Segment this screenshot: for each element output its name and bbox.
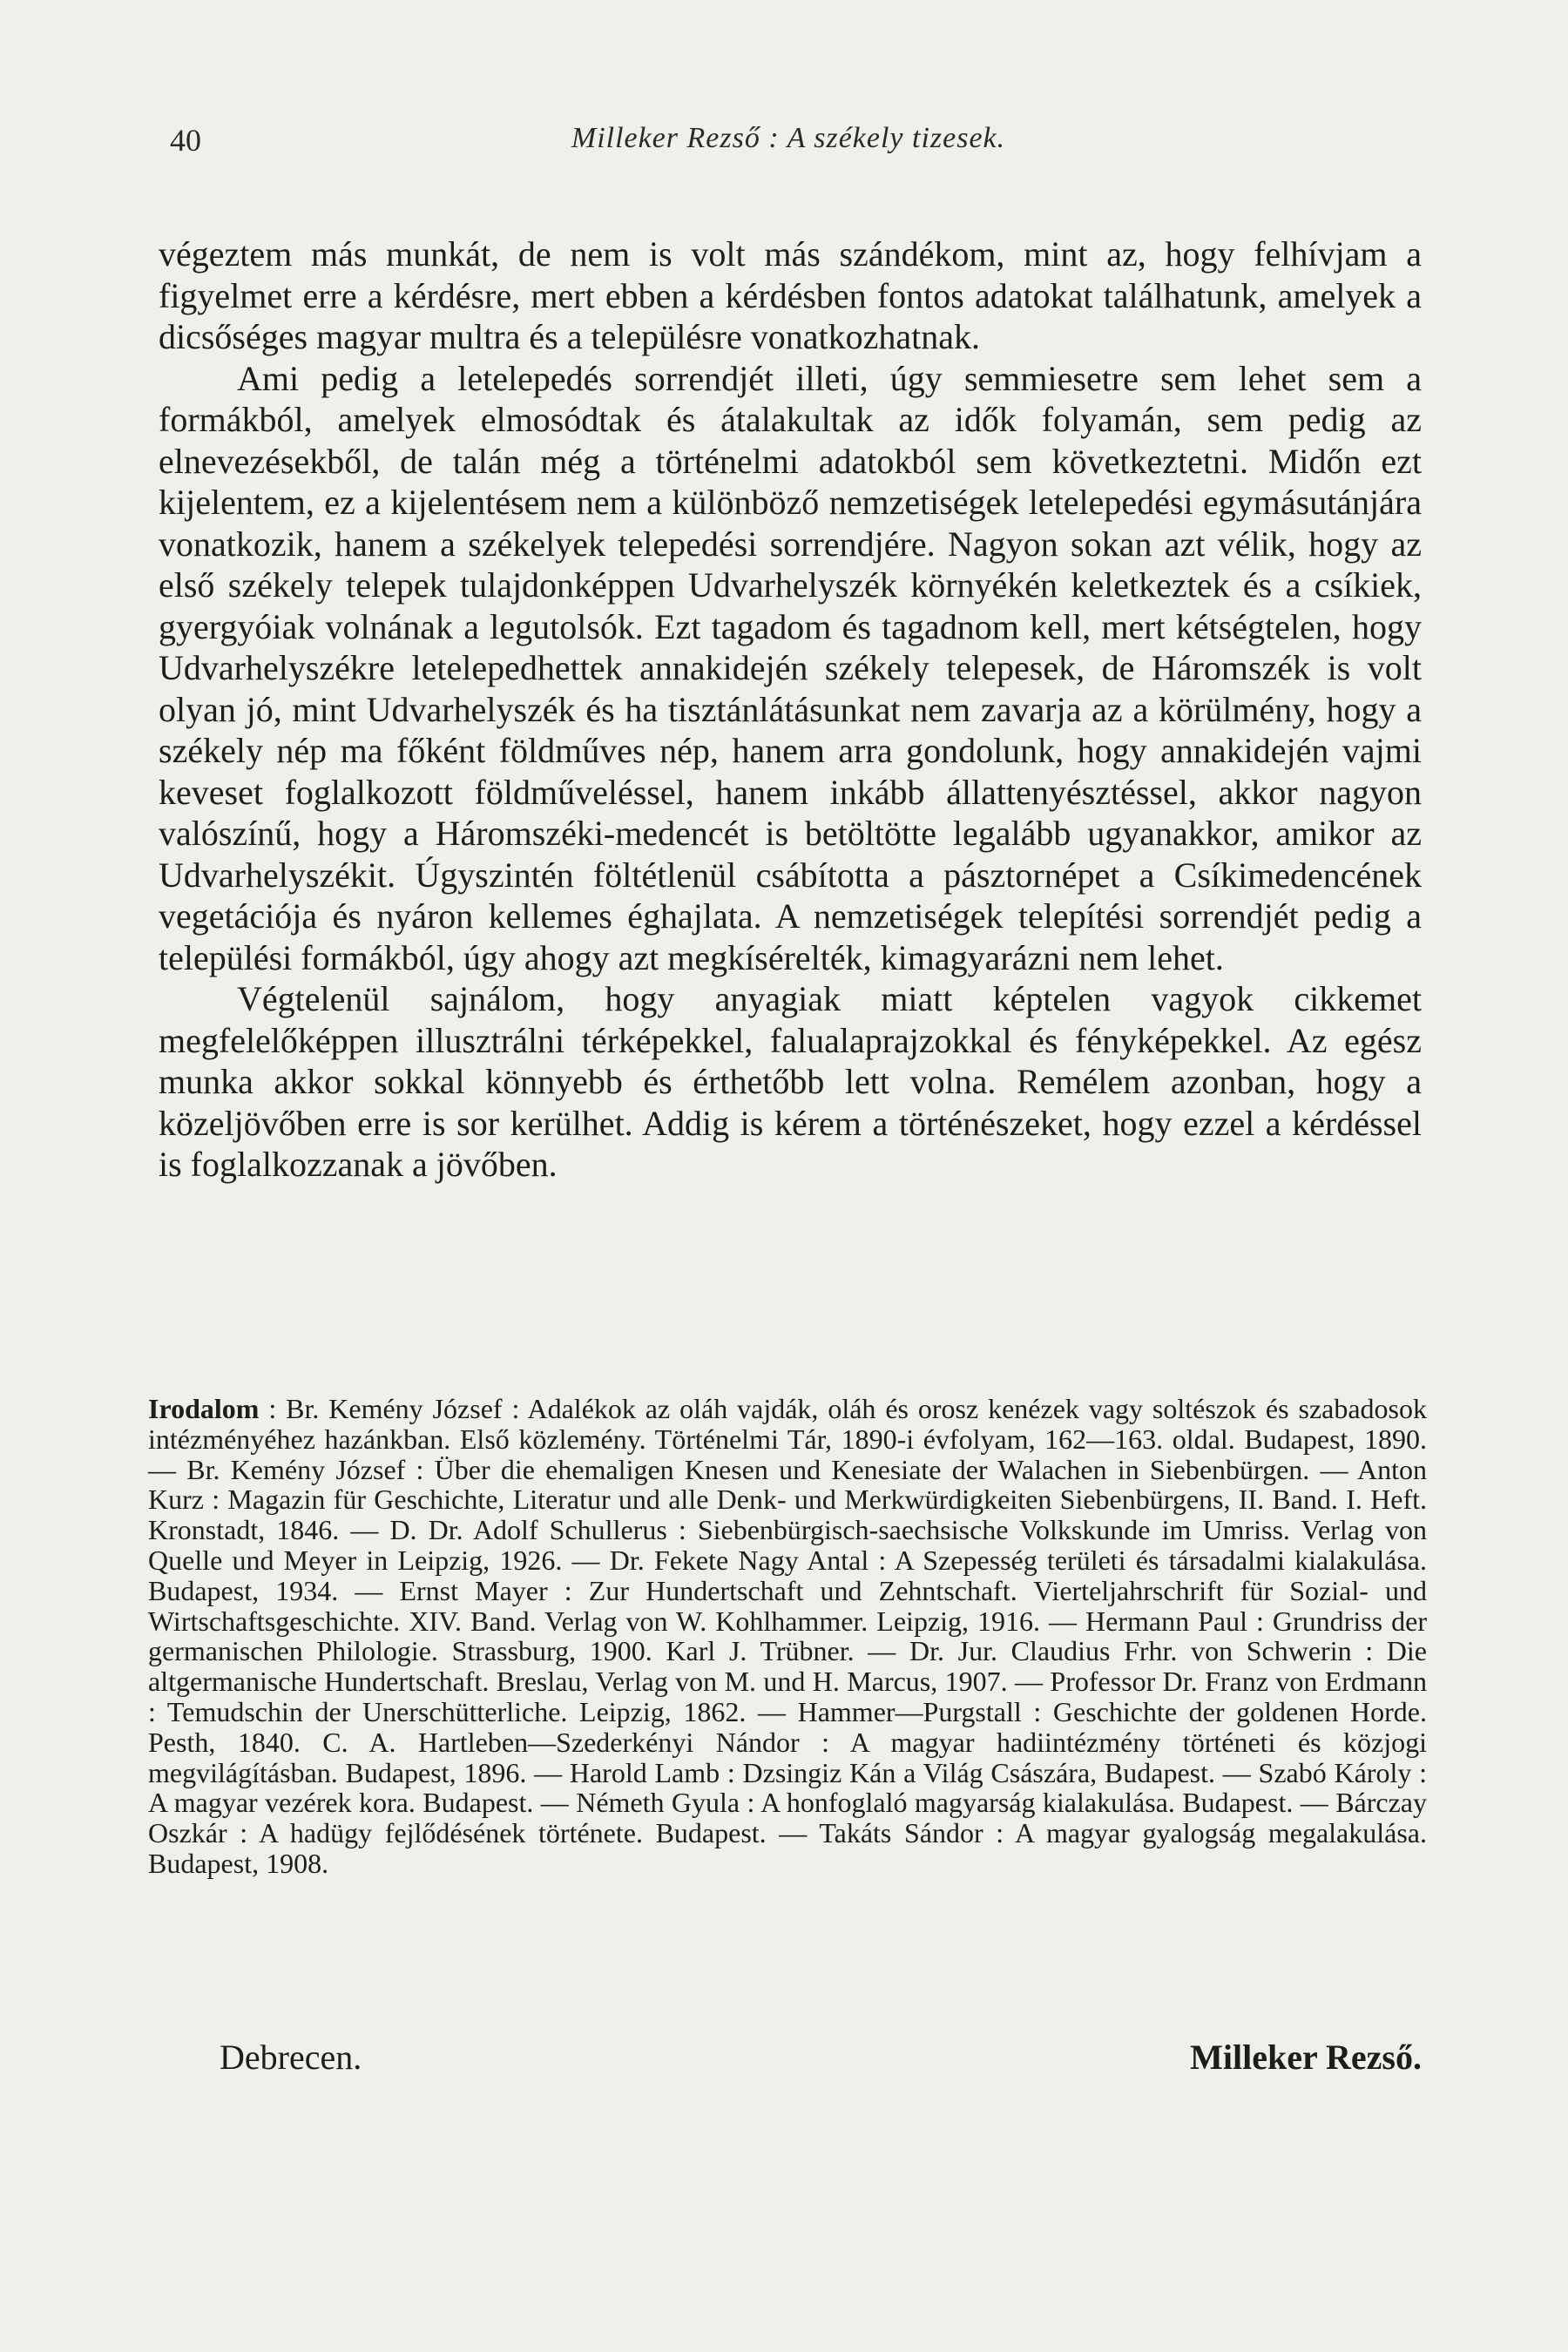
page-header <box>170 122 1407 174</box>
paragraph-2: Ami pedig a letelepedés sorrendjét illeti, úgy semmiesetre sem lehet sem a formákból, amelyek elmosódtak és átalakultak az idők folyamán, sem pedig az elnevezésekből, de talán még a történelmi adatokból sem következtetni. Midőn ezt kijelentem, ez a kijelentésem nem a különböző nemzetiségek letelepedési egymásutánjára vonatkozik, hanem a székelyek telepedési sorrendjére. Nagyon sokan azt vélik, hogy az első székely telepek tulajdonképpen Udvarhelyszék környékén keletkeztek és a csíkiek, gyergyóiak volnának a legutolsók. Ezt tagadom és tagadnom kell, mert kétségtelen, hogy Udvarhelyszékre letelepedhettek annakidején székely telepesek, de Háromszék is volt olyan jó, mint Udvarhelyszék és ha tisztánlátásunkat nem zavarja az a körülmény, hogy a székely nép ma főként földműves nép, hanem arra gondolunk, hogy annakidején vajmi keveset foglalkozott földműveléssel, hanem inkább állattenyésztéssel, akkor nagyon valószínű, hogy a Háromszéki-medencét is betöltötte legalább ugyanakkor, amikor az Udvarhelyszékit. Úgyszintén föltétlenül csábította a pásztornépet a Csíkimedencének vegetációja és nyáron kellemes éghajlata. A nemzetiségek telepítési sorrendjét pedig a települési formákból, úgy ahogy azt megkísérelték, kimagyarázni nem lehet. <box>159 358 1422 977</box>
signoff <box>220 2037 1422 2080</box>
references-text: : Br. Kemény József : Adalékok az oláh vajdák, oláh és orosz kenézek vagy soltészok és szabadosok intézményéhez hazánkban. Első közlemény. Történelmi Tár, 1890-i évfolyam, 162—163. oldal. Budapest, 1890. — Br. Kemény József : Über die ehemaligen Knesen und Kenesiate der Walachen in Siebenbürgen. — Anton Kurz : Magazin für Geschichte, Literatur und alle Denk- und Merkwürdigkeiten Siebenbürgens, II. Band. I. Heft. Kronstadt, 1846. — D. Dr. Adolf Schullerus : Siebenbürgisch-saechsische Volkskunde im Umriss. Verlag von Quelle und Meyer in Leipzig, 1926. — Dr. Fekete Nagy Antal : A Szepesség területi és társadalmi kialakulása. Budapest, 1934. — Ernst Mayer : Zur Hundertschaft und Zehntschaft. Vierteljahrschrift für Sozial- und Wirtschaftsgeschichte. XIV. Band. Verlag von W. Kohlhammer. Leipzig, 1916. — Hermann Paul : Grundriss der germanischen Philologie. Strassburg, 1900. Karl J. Trübner. — Dr. Jur. Claudius Frhr. von Schwerin : Die altgermanische Hundertschaft. Breslau, Verlag von M. und H. Marcus, 1907. — Professor Dr. Franz von Erdmann : Temudschin der Unerschütterliche. Leipzig, 1862. — Hammer—Purgstall : Geschichte der goldenen Horde. Pesth, 1840. C. A. Hartleben—Szederkényi Nándor : A magyar hadiintézmény történeti és közjogi megvilágításban. Budapest, 1896. — Harold Lamb : Dzsingiz Kán a Világ Császára, Budapest. — Szabó Károly : A magyar vezérek kora. Budapest. — Németh Gyula : A honfoglaló magyarság kialakulása. Budapest. — Bárczay Oszkár : A hadügy fejlődésének története. Budapest. — Takáts Sándor : A magyar gyalogság megalakulása. Budapest, 1908. <box>148 1393 1427 1879</box>
page-number: 40 <box>170 123 201 158</box>
signoff-place: Debrecen. <box>220 2038 362 2077</box>
running-head: Milleker Rezső : A székely tizesek. <box>571 122 1006 154</box>
references-section <box>148 1394 1427 1879</box>
paragraph-1: végeztem más munkát, de nem is volt más szándékom, mint az, hogy felhívjam a figyelmet erre a kérdésre, mert ebben a kérdésben fontos adatokat találhatunk, amelyek a dicsőséges magyar multra és a településre vonatkozhatnak. <box>159 234 1422 356</box>
paragraph-3: Végtelenül sajnálom, hogy anyagiak miatt képtelen vagyok cikkemet megfelelőképpen illusztrálni térképekkel, falualaprajzokkal és fényképekkel. Az egész munka akkor sokkal könnyebb és érthetőbb lett volna. Remélem azonban, hogy a közeljövőben erre is sor kerülhet. Addig is kérem a történészeket, hogy ezzel a kérdéssel is foglalkozzanak a jövőben. <box>159 979 1422 1184</box>
body-text <box>159 233 1422 1186</box>
references-label: Irodalom <box>148 1393 260 1424</box>
signoff-author: Milleker Rezső. <box>1190 2038 1422 2077</box>
